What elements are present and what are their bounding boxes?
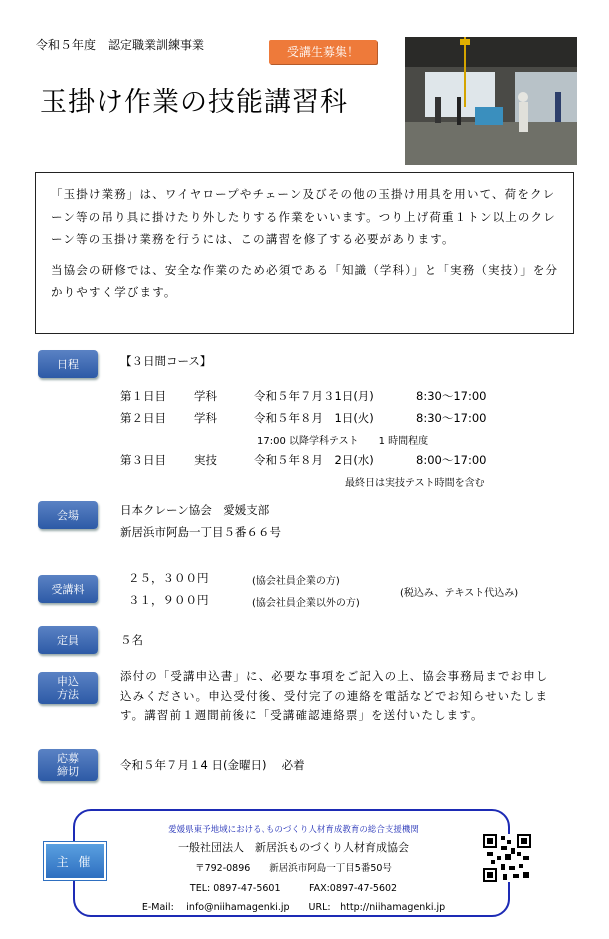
schedule-date: 令和５年８月 2日(水) [254,453,374,467]
schedule-day: 第３日目 [120,453,166,467]
host-label: 主 催 [44,842,106,880]
qr-code-icon [483,834,531,882]
schedule-type: 実技 [194,453,217,467]
schedule-note: 最終日は実技テスト時間を含む [345,478,485,489]
fee-desc: (協会社員企業の方) [252,576,340,587]
footer-org: 一般社団法人 新居浜ものづくり人材育成協会 [178,841,409,854]
crane-training-photo [405,37,577,165]
footer-tagline: 愛媛県東予地域における､ものづくり人材育成教育の総合支援機関 [168,825,419,835]
schedule-note: 17:00 以降学科テスト 1 時間程度 [257,436,429,447]
schedule-time: 8:30～17:00 [416,411,487,425]
capacity-label: 定員 [38,626,98,654]
recruiting-badge: 受講生募集！ [269,40,377,64]
footer-contact: E-Mail: info@niihamagenki.jp URL: http://niihamagenki.jp [141,902,446,913]
schedule-day: 第２日目 [120,411,166,425]
deadline-label [38,749,98,781]
schedule-type: 学科 [194,411,217,425]
header-subtitle: 令和５年度 認定職業訓練事業 [36,38,205,52]
fee-note: (税込み、テキスト代込み) [400,588,519,599]
deadline-label-line: 応募 [57,752,79,765]
venue-address: 新居浜市阿島一丁目５番６６号 [120,525,281,539]
apply-text: 添付の「受講申込書」に、必要な事項をご記入の上、協会事務局までお申し込みください。申込受付後、受付完了の連絡を電話などでお知らせいたします。講習前１週間前後に「受講確認連絡票」を送付いたします。 [120,669,549,722]
footer-address: 〒792-0896 新居浜市阿島一丁目5番50号 [195,863,392,874]
schedule-time: 8:30～17:00 [416,389,487,403]
apply-label [38,672,98,704]
fee-label: 受講料 [38,575,98,603]
fee-desc: (協会社員企業以外の方) [252,598,360,609]
page-title: 玉掛け作業の技能講習科 [40,87,348,118]
schedule-time: 8:00～17:00 [416,453,487,467]
fee-amount: ３１，９００円 [128,593,209,607]
venue-name: 日本クレーン協会 愛媛支部 [120,503,270,517]
footer-tel: TEL: 0897-47-5601 FAX:0897-47-5602 [189,883,398,894]
apply-label-line: 申込 [57,675,79,688]
schedule-type: 学科 [194,389,217,403]
intro-paragraph: 「玉掛け業務」は、ワイヤロープやチェーン及びその他の玉掛け用具を用いて、荷をクレーン等の吊り具に掛けたり外したりする作業をいいます。つり上げ荷重１トン以上のクレーン等の玉掛け業務を行うには、この講習を修了する必要があります。 [51,187,556,246]
intro-box [35,172,574,334]
organizer-footer [73,809,510,917]
venue-label: 会場 [38,501,98,529]
schedule-date: 令和５年８月 1日(火) [254,411,374,425]
deadline-value: 令和５年７月１4 日(金曜日) 必着 [120,758,305,772]
intro-paragraph: 当協会の研修では、安全な作業のため必須である「知識（学科）」と「実務（実技）」を分かりやすく学びます。 [51,262,559,299]
schedule-label: 日程 [38,350,98,378]
course-name: 【３日間コース】 [120,354,212,368]
schedule-date: 令和５年７月３1日(月) [254,389,374,403]
capacity-value: ５名 [120,633,143,647]
schedule-day: 第１日目 [120,389,166,403]
fee-amount: ２５，３００円 [128,571,209,585]
apply-label-line: 方法 [57,688,79,701]
deadline-label-line: 締切 [57,765,79,778]
